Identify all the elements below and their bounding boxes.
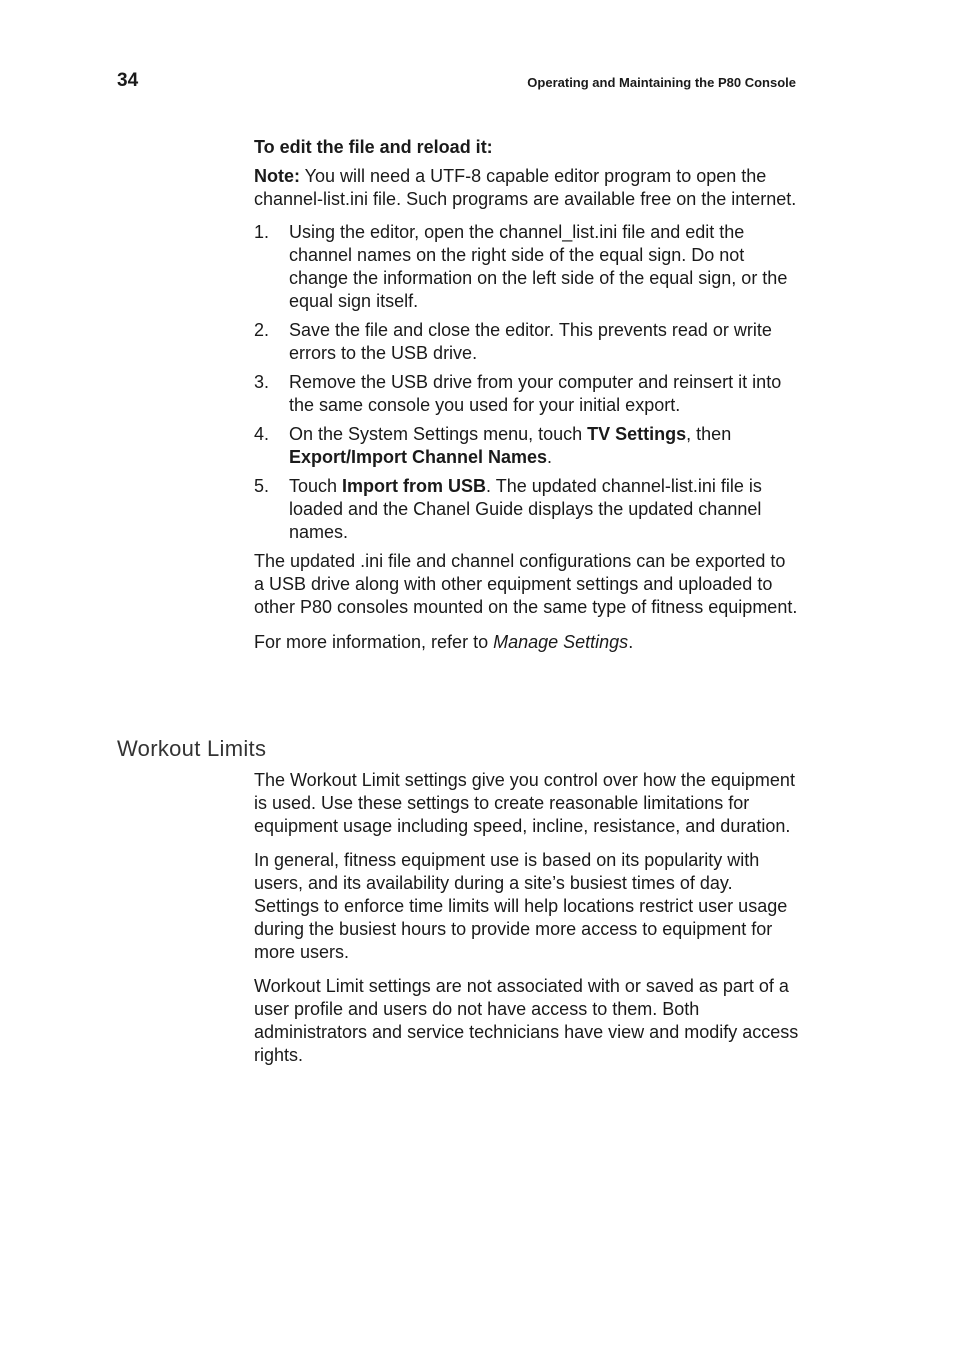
step-text: Using the editor, open the channel_list.ini file and edit the channel names on the right side of the equal sign. Do not change the information on the left side of the equal sign, or the equal sign itself. [289, 222, 788, 311]
step-number: 1. [254, 222, 270, 242]
export-import-term: Export/Import Channel Names [289, 447, 548, 467]
procedure-section [254, 136, 799, 654]
manage-settings-reference: Manage Settings [493, 632, 629, 652]
page-number: 34 [117, 70, 139, 91]
note-paragraph [254, 165, 799, 211]
step-text-post: . [547, 447, 553, 467]
step-number: 4. [254, 424, 270, 444]
list-item [254, 319, 799, 365]
workout-limits-paragraph: In general, fitness equipment use is based on its popularity with users, and its availability during a site’s busiest times of day. Settings to enforce time limits will help locations restrict user usage during the busiest hours to provide more access to equipment for more users. [254, 850, 788, 962]
note-text: You will need a UTF-8 capable editor program to open the channel-list.ini file. Such programs are available free on the internet. [254, 166, 797, 209]
workout-limits-paragraph: Workout Limit settings are not associated with or saved as part of a user profile and users do not have access to them. Both administrators and service technicians have view and modify access rights. [254, 976, 799, 1065]
after-steps-paragraph: The updated .ini file and channel configurations can be exported to a USB drive along with other equipment settings and uploaded to other P80 consoles mounted on the same type of fitness equipment. [254, 551, 798, 617]
import-from-usb-term: Import from USB [342, 476, 487, 496]
step-number: 2. [254, 320, 270, 340]
step-text-pre: On the System Settings menu, touch [289, 424, 588, 444]
list-item [254, 221, 799, 313]
step-text-post: . The updated channel-list.ini file is loaded and the Chanel Guide displays the updated channel names. [289, 476, 762, 542]
tv-settings-term: TV Settings [587, 424, 687, 444]
step-text-mid: , then [686, 424, 732, 444]
more-info-paragraph [254, 631, 799, 654]
more-info-post: . [628, 632, 634, 652]
list-item [254, 475, 799, 544]
running-header: Operating and Maintaining the P80 Console [527, 75, 796, 90]
procedure-heading: To edit the file and reload it: [254, 137, 493, 157]
workout-limits-paragraph: The Workout Limit settings give you control over how the equipment is used. Use these settings to create reasonable limitations for equipment usage including speed, incline, resistance, and duration. [254, 770, 795, 836]
step-text: Remove the USB drive from your computer and reinsert it into the same console you used for your initial export. [289, 372, 782, 415]
step-number: 3. [254, 372, 270, 392]
step-text-pre: Touch [289, 476, 343, 496]
step-text: Save the file and close the editor. This prevents read or write errors to the USB drive. [289, 320, 772, 363]
note-label: Note: [254, 166, 300, 186]
list-item [254, 423, 799, 469]
steps-list [254, 221, 799, 544]
section-heading-workout-limits: Workout Limits [117, 736, 267, 761]
step-number: 5. [254, 476, 270, 496]
workout-limits-body [254, 769, 799, 1078]
list-item [254, 371, 799, 417]
more-info-pre: For more information, refer to [254, 632, 494, 652]
